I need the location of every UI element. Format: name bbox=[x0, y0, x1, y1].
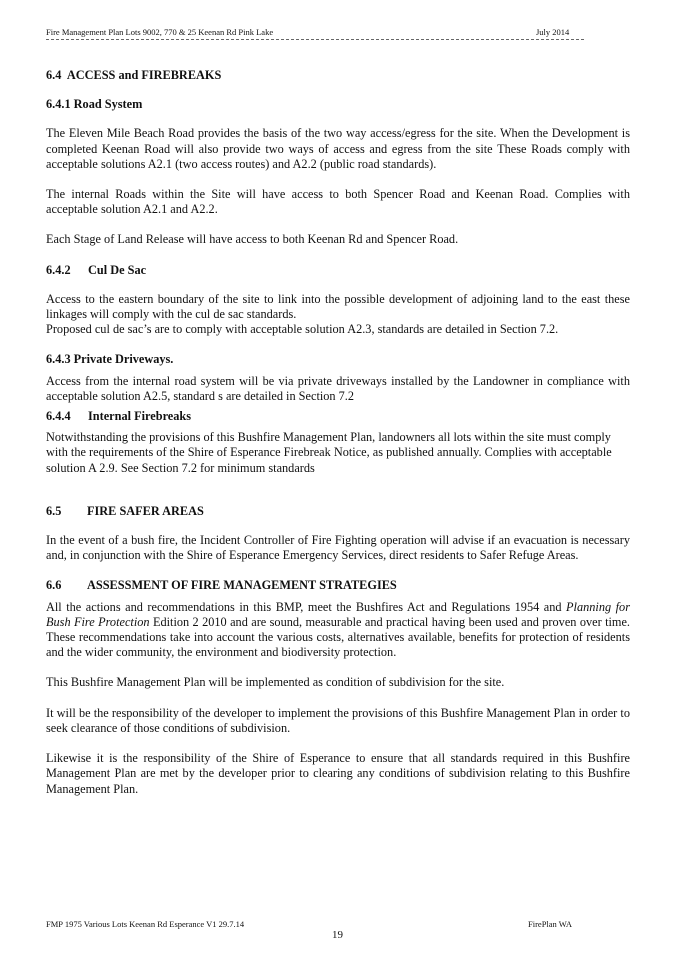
cul-de-sac-para-2: Proposed cul de sac’s are to comply with acceptable solution A2.3, standards are detailed in Section 7.2. bbox=[46, 322, 559, 337]
internal-firebreaks-heading bbox=[46, 409, 630, 424]
section-title: Internal Firebreaks bbox=[88, 409, 192, 424]
page-number: 19 bbox=[332, 929, 343, 941]
private-driveways-para: Access from the internal road system will be via private driveways installed by the Landowner in compliance with acceptable solution A2.5, standard s are detailed in Section 7.2 bbox=[46, 373, 630, 403]
section-6-4-heading bbox=[46, 68, 630, 83]
section-title: Cul De Sac bbox=[88, 262, 147, 277]
cul-de-sac-heading bbox=[46, 263, 630, 278]
footer-company: FirePlan WA bbox=[528, 919, 572, 929]
header-date: July 2014 bbox=[536, 27, 570, 37]
section-number: 6.6 bbox=[46, 578, 62, 593]
section-number: 6.5 bbox=[46, 503, 62, 518]
header-title: Fire Management Plan Lots 9002, 770 & 25 Keenan Rd Pink Lake bbox=[46, 27, 274, 37]
footer-document-id: FMP 1975 Various Lots Keenan Rd Esperance V1 29.7.14 bbox=[46, 919, 245, 929]
page-body bbox=[46, 60, 630, 797]
road-system-para-1: The Eleven Mile Beach Road provides the basis of the two way access/egress for the site. When the Development is completed Keenan Road will also provide two ways of access and egress from the site These Roads comply with acceptable solutions A2.1 (two access routes) and A2.2 (public road standards). bbox=[46, 126, 630, 171]
publication-title: Planning for Bush Fire Protection bbox=[46, 599, 630, 629]
road-system-para-3: Each Stage of Land Release will have access to both Keenan Rd and Spencer Road. bbox=[46, 232, 459, 247]
section-number: 6.4 bbox=[46, 68, 62, 82]
section-number: 6.4.4 bbox=[46, 409, 71, 424]
section-6-5-heading bbox=[46, 504, 630, 519]
fire-safer-areas-para: In the event of a bush fire, the Incident Controller of Fire Fighting operation will advise if an evacuation is necessary and, in conjunction with the Shire of Esperance Emergency Services, direct residents to Safer Refuge Areas. bbox=[46, 533, 630, 563]
section-title: ACCESS and FIREBREAKS bbox=[66, 68, 222, 82]
section-title: FIRE SAFER AREAS bbox=[87, 503, 204, 518]
private-driveways-heading: 6.4.3 Private Driveways. bbox=[46, 352, 174, 367]
section-title: ASSESSMENT OF FIRE MANAGEMENT STRATEGIES bbox=[87, 578, 397, 593]
road-system-heading: 6.4.1 Road System bbox=[46, 97, 143, 112]
internal-firebreaks-para: Notwithstanding the provisions of this Bushfire Management Plan, landowners all lots within the site must comply with the requirements of the Shire of Esperance Firebreak Notice, as published annually. Complies with acceptable solution A 2.9. See Section 7.2 for minimum standards bbox=[46, 430, 612, 475]
cul-de-sac-para-1: Access to the eastern boundary of the site to link into the possible development of adjoining land to the east these linkages will comply with the cul de sac standards. bbox=[46, 291, 630, 322]
section-number: 6.4.2 bbox=[46, 262, 71, 277]
assessment-para-1: All the actions and recommendations in this BMP, meet the Bushfires Act and Regulations 1954 and Planning for Bush Fire Protection Edition 2 2010 and are sound, measurable and practical having been used and proven over time. These recommendations take into account the various costs, alternatives available, benefits for protection of residents and the wider community, the environment and biodiversity protection. bbox=[46, 599, 631, 660]
road-system-para-2: The internal Roads within the Site will have access to both Spencer Road and Keenan Road. Complies with acceptable solution A2.1 and A2.2. bbox=[46, 187, 630, 217]
section-6-6-heading bbox=[46, 578, 630, 593]
assessment-para-3: It will be the responsibility of the developer to implement the provisions of this Bushfire Management Plan in order to seek clearance of those conditions of subdivision. bbox=[46, 705, 630, 735]
assessment-para-2: This Bushfire Management Plan will be implemented as condition of subdivision for the site. bbox=[46, 675, 505, 690]
header-rule bbox=[46, 39, 584, 40]
assessment-para-4: Likewise it is the responsibility of the Shire of Esperance to ensure that all standards required in this Bushfire Management Plan are met by the developer prior to clearing any conditions of subdivision relating to this Bushfire Management Plan. bbox=[46, 751, 630, 796]
